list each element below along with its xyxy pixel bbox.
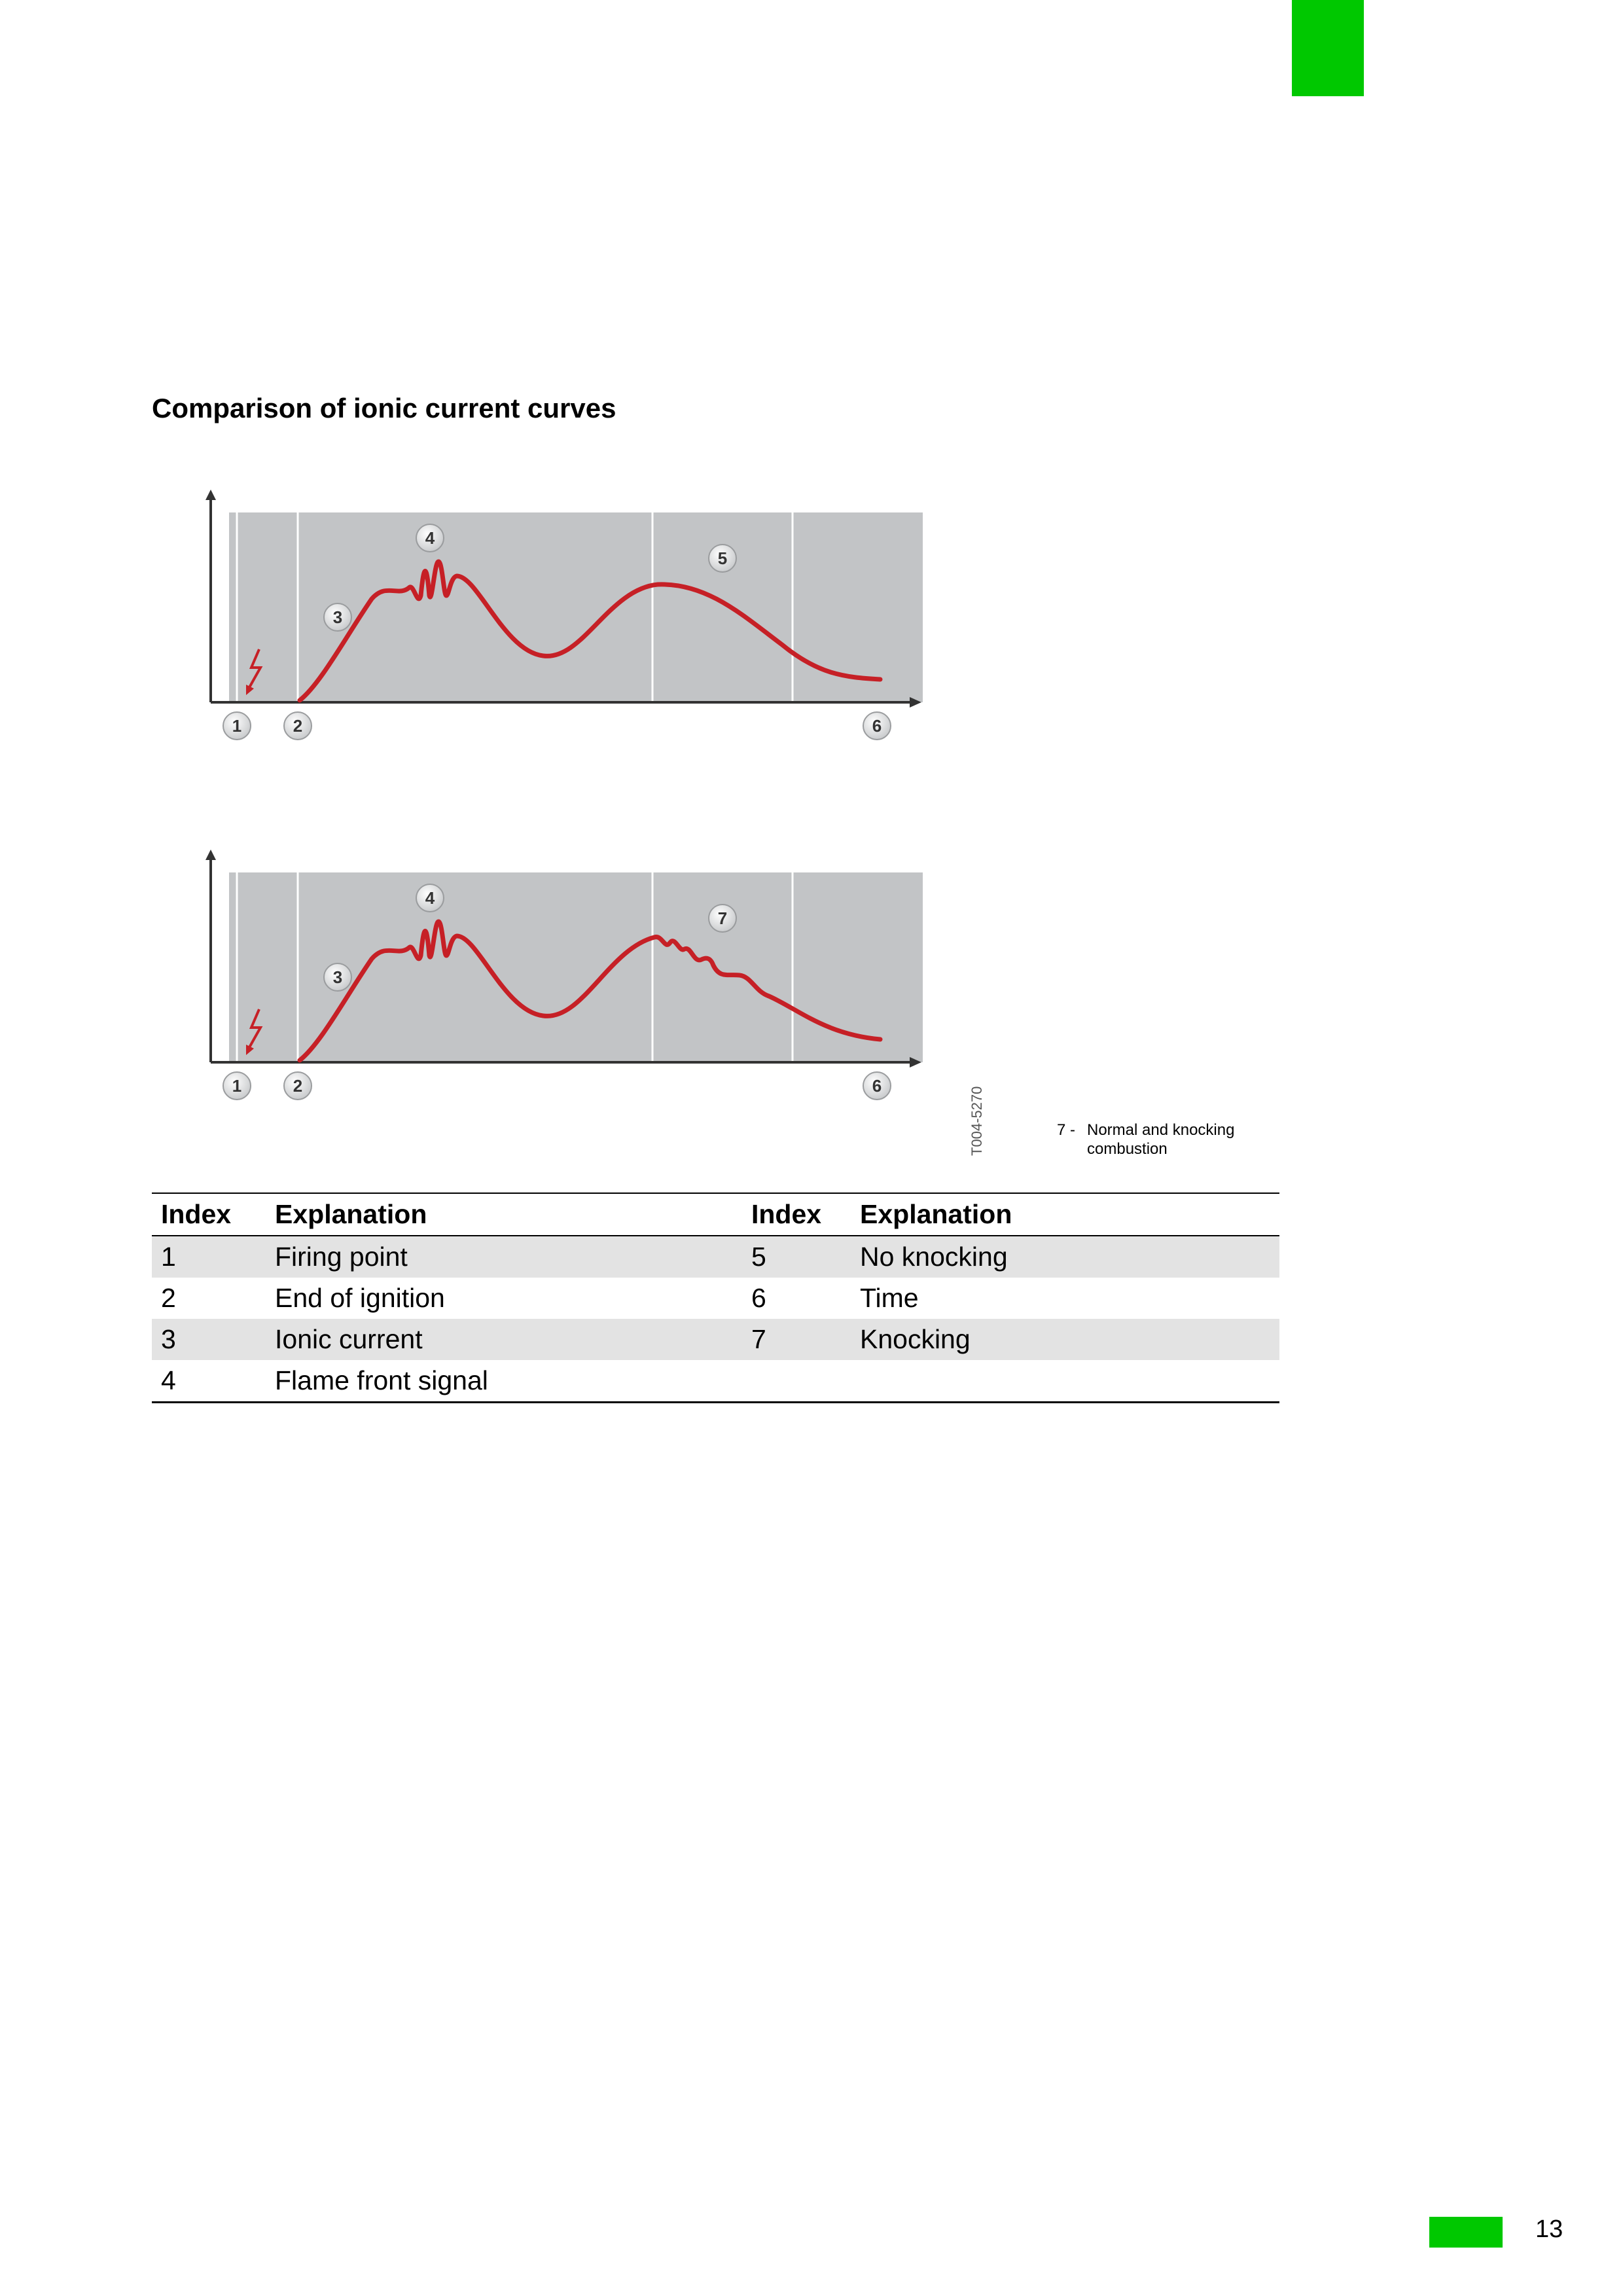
svg-text:2: 2 [293,716,303,736]
table-row [152,1236,1279,1278]
index-cell: 2 [161,1283,176,1313]
header-index: Index [742,1193,851,1236]
caption-number: 7 - [1057,1121,1076,1139]
index-cell: 7 [742,1319,851,1360]
svg-text:7: 7 [717,908,728,928]
legend-header-row [152,1193,1279,1236]
table-row [152,1319,1279,1360]
graph-normal-combustion [205,490,923,740]
table-row [152,1360,1279,1403]
callout-1 [223,712,251,740]
callout-1 [223,1072,251,1100]
section-title: Comparison of ionic current curves [152,393,616,423]
index-cell: 1 [152,1236,266,1278]
page-number: 13 [1535,2215,1563,2243]
svg-text:1: 1 [232,716,242,736]
callout-3 [324,603,351,631]
callout-3 [324,963,351,991]
header-explanation: Explanation [266,1193,742,1236]
explanation-cell: Firing point [266,1236,742,1278]
explanation-cell [851,1360,1279,1403]
legend-table [152,1193,1279,1403]
svg-text:3: 3 [332,967,343,987]
callout-2 [284,1072,312,1100]
explanation-cell: Time [860,1283,919,1313]
graph-knocking-combustion [205,850,923,1100]
callout-2 [284,712,312,740]
explanation-cell: No knocking [851,1236,1279,1278]
header-index: Index [152,1193,266,1236]
svg-text:6: 6 [872,1076,882,1096]
index-cell: 6 [751,1283,766,1313]
caption-line-1: Normal and knocking [1087,1121,1235,1139]
callout-7 [709,905,736,932]
svg-text:6: 6 [872,716,882,736]
caption-line-2: combustion [1087,1140,1168,1158]
figure-caption [1057,1121,1234,1158]
y-axis-arrow-icon [205,490,216,500]
callout-6 [863,712,891,740]
index-cell: 3 [152,1319,266,1360]
ionic-current-diagram [190,484,1001,1165]
svg-text:5: 5 [717,548,728,568]
explanation-cell: Knocking [851,1319,1279,1360]
chapter-tab-bottom [1429,2217,1503,2248]
callout-6 [863,1072,891,1100]
svg-text:3: 3 [332,607,343,627]
y-axis-arrow-icon [205,850,216,860]
explanation-cell: End of ignition [275,1283,445,1313]
index-cell [742,1360,851,1403]
header-explanation: Explanation [851,1193,1279,1236]
svg-text:4: 4 [425,528,435,548]
svg-text:4: 4 [425,888,435,908]
callout-5 [709,545,736,572]
explanation-cell: Flame front signal [266,1360,742,1403]
index-cell: 4 [152,1360,266,1403]
svg-text:1: 1 [232,1076,242,1096]
chapter-tab-top [1292,0,1364,96]
table-row [152,1278,1279,1319]
explanation-cell: Ionic current [266,1319,742,1360]
svg-text:2: 2 [293,1076,303,1096]
callout-4 [416,524,444,552]
figure-code: T004-5270 [969,1086,985,1156]
index-cell: 5 [742,1236,851,1278]
callout-4 [416,884,444,912]
